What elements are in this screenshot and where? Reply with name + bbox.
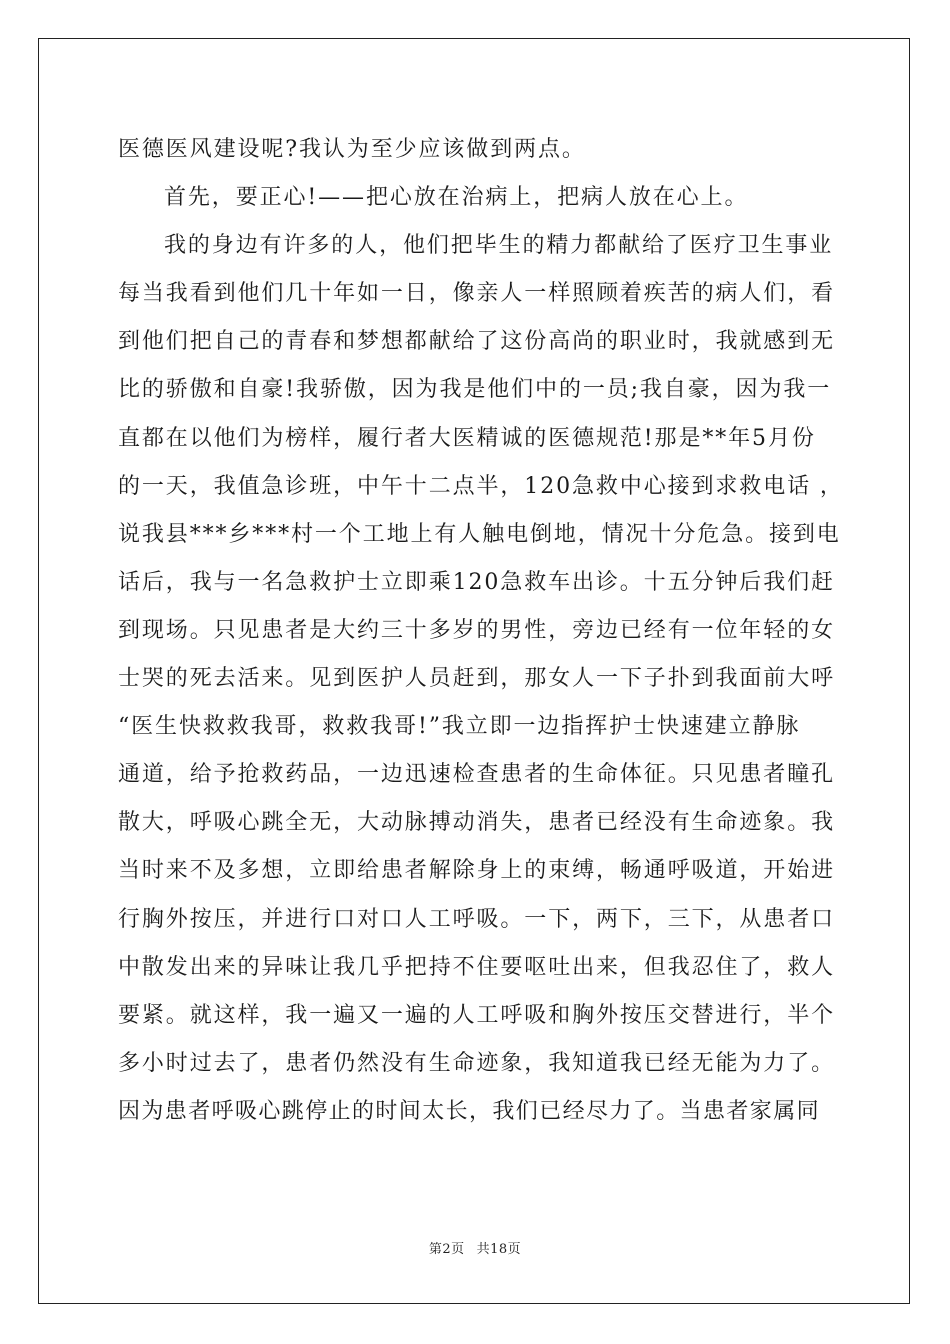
text-line: 说我县***乡***村一个工地上有人触电倒地，情况十分危急。接到电: [118, 521, 841, 547]
text-line: 行胸外按压，并进行口对口人工呼吸。一下，两下，三下，从患者口: [118, 906, 836, 932]
text-line: 医德医风建设呢?我认为至少应该做到两点。: [118, 137, 586, 162]
text-line: 比的骄傲和自豪!我骄傲，因为我是他们中的一员;我自豪，因为我一: [118, 377, 832, 403]
text-line: 我的身边有许多的人，他们把毕生的精力都献给了医疗卫生事业: [164, 233, 834, 259]
text-line: 首先，要正心!——把心放在治病上，把病人放在心上。: [164, 185, 749, 211]
page-footer: [0, 1238, 950, 1257]
text-line: 当时来不及多想，立即给患者解除身上的束缚，畅通呼吸道，开始进: [118, 858, 836, 884]
text-line: 通道，给予抢救药品，一边迅速检查患者的生命体征。只见患者瞳孔: [118, 762, 836, 788]
text-line: 直都在以他们为榜样，履行者大医精诚的医德规范!那是**年5月份: [118, 425, 816, 451]
page-total: 共18页: [476, 1242, 522, 1257]
text-line: “医生快救救我哥，救救我哥!”我立即一边指挥护士快速建立静脉: [118, 714, 801, 740]
text-line: 的一天，我值急诊班，中午十二点半，120急救中心接到求救电话 ，: [118, 473, 844, 499]
text-line: 中散发出来的异味让我几乎把持不住要呕吐出来，但我忍住了，救人: [118, 954, 836, 980]
text-line: 每当我看到他们几十年如一日，像亲人一样照顾着疾苦的病人们，看: [118, 281, 836, 307]
text-line: 要紧。就这样，我一遍又一遍的人工呼吸和胸外按压交替进行，半个: [118, 1002, 836, 1028]
text-line: 士哭的死去活来。见到医护人员赶到，那女人一下子扑到我面前大呼: [118, 666, 836, 692]
page-number: 第2页: [428, 1242, 465, 1257]
text-line: 话后，我与一名急救护士立即乘120急救车出诊。十五分钟后我们赶: [118, 569, 835, 595]
text-line: 到他们把自己的青春和梦想都献给了这份高尚的职业时，我就感到无: [118, 329, 836, 355]
text-line: 散大，呼吸心跳全无，大动脉搏动消失，患者已经没有生命迹象。我: [118, 810, 836, 836]
text-line: 多小时过去了，患者仍然没有生命迹象，我知道我已经无能为力了。: [118, 1050, 836, 1076]
document-body: [118, 126, 844, 1136]
text-line: 到现场。只见患者是大约三十多岁的男性，旁边已经有一位年轻的女: [118, 617, 836, 643]
text-line: 因为患者呼吸心跳停止的时间太长，我们已经尽力了。当患者家属同: [118, 1098, 821, 1124]
